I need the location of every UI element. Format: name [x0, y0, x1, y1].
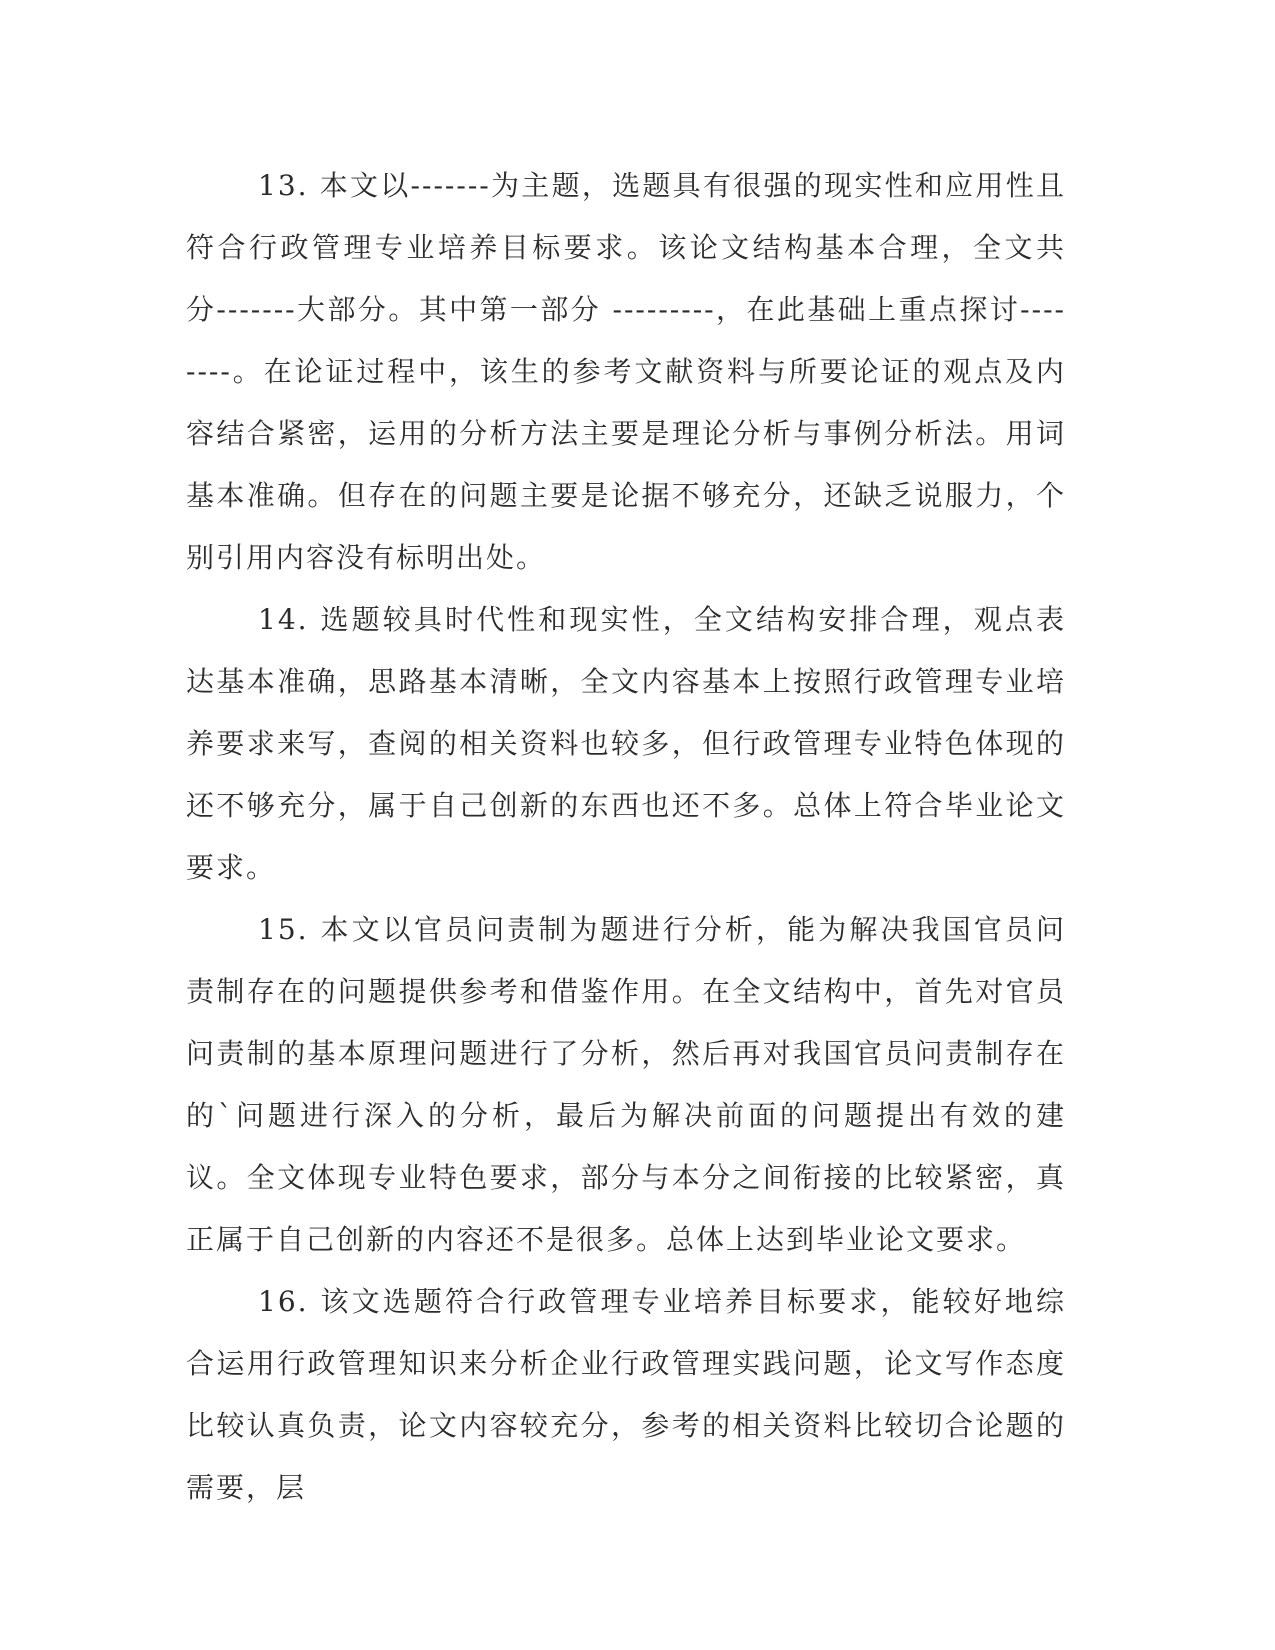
paragraph-15: 15. 本文以官员问责制为题进行分析，能为解决我国官员问责制存在的问题提供参考和借鉴作用。在全文结构中，首先对官员问责制的基本原理问题进行了分析，然后再对我国官员问责制存在的`问题进行深入的分析，最后为解决前面的问题提出有效的建议。全文体现专业特色要求，部分与本分之间衔接的比较紧密，真正属于自己创新的内容还不是很多。总体上达到毕业论文要求。 [186, 913, 1066, 1256]
paragraph-16: 16. 该文选题符合行政管理专业培养目标要求，能较好地综合运用行政管理知识来分析企业行政管理实践问题，论文写作态度比较认真负责，论文内容较充分，参考的相关资料比较切合论题的需要，层 [186, 1285, 1066, 1504]
paragraph-14: 14. 选题较具时代性和现实性，全文结构安排合理，观点表达基本准确，思路基本清晰，全文内容基本上按照行政管理专业培养要求来写，查阅的相关资料也较多，但行政管理专业特色体现的还不够充分，属于自己创新的东西也还不多。总体上符合毕业论文要求。 [186, 603, 1066, 884]
paragraph-13: 13. 本文以-------为主题，选题具有很强的现实性和应用性且符合行政管理专业培养目标要求。该论文结构基本合理，全文共分-------大部分。其中第一部分 ---------，在此基础上重点探讨--------。在论证过程中，该生的参考文献资料与所要论证的观点及内容结合紧密，运用的分析方法主要是理论分析与事例分析法。用词基本准确。但存在的问题主要是论据不够充分，还缺乏说服力，个别引用内容没有标明出处。 [186, 169, 1066, 574]
document-body [186, 155, 1066, 1519]
